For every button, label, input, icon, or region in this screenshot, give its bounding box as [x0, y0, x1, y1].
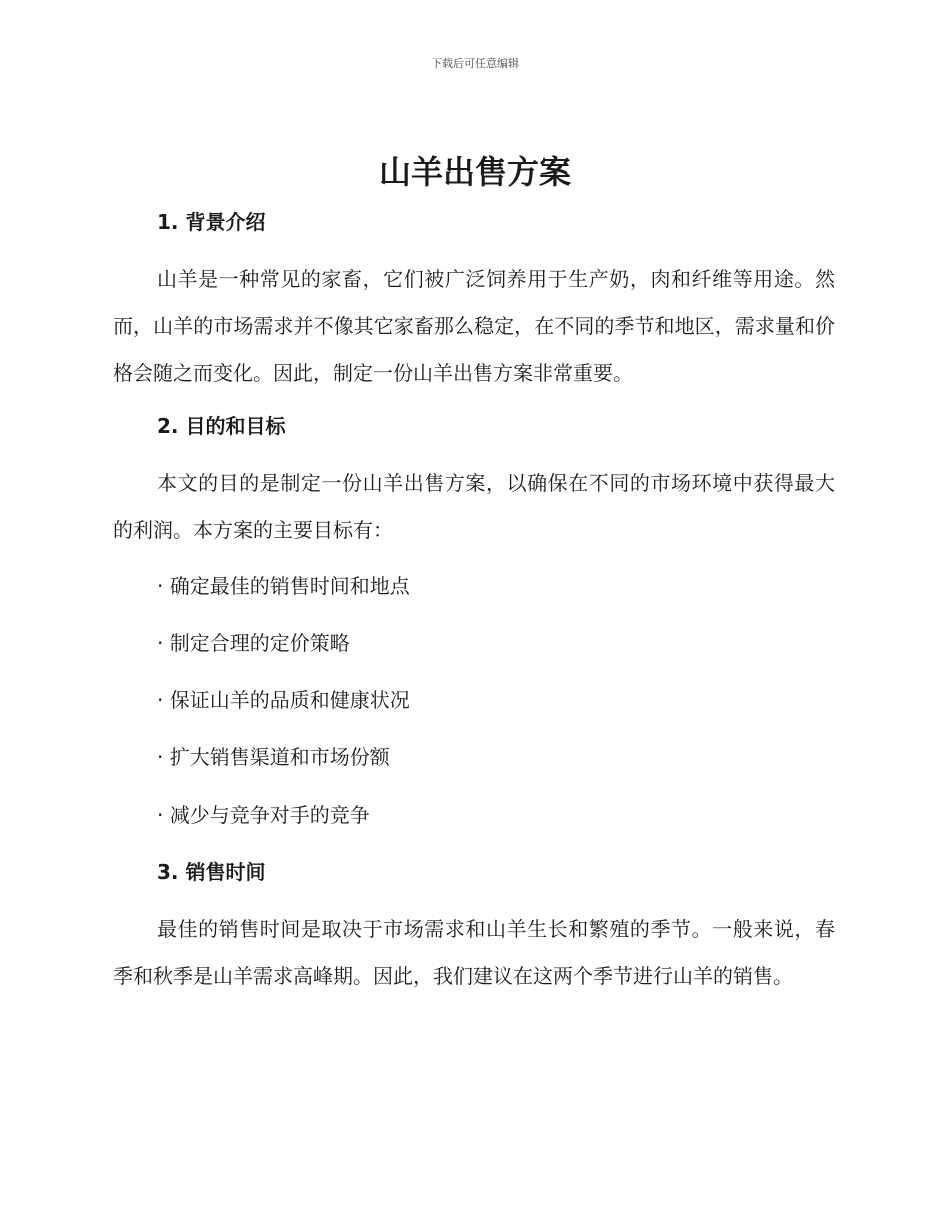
section-heading-goals: 2. 目的和目标: [157, 414, 286, 438]
document-title: 山羊出售方案: [378, 153, 571, 191]
section-heading-background: 1. 背景介绍: [157, 210, 266, 234]
section-paragraph-background: 山羊是一种常见的家畜，它们被广泛饲养用于生产奶，肉和纤维等用途。然而，山羊的市场需求并不像其它家畜那么稳定，在不同的季节和地区，需求量和价格会随之而变化。因此，制定一份山羊出售方案非常重要。: [113, 267, 835, 385]
section-paragraph-goals: 本文的目的是制定一份山羊出售方案，以确保在不同的市场环境中获得最大的利润。本方案的主要目标有：: [113, 471, 835, 542]
goal-bullet-item: · 扩大销售渠道和市场份额: [157, 745, 390, 769]
goal-bullet-item: · 制定合理的定价策略: [157, 631, 350, 655]
section-paragraph-sales-time: 最佳的销售时间是取决于市场需求和山羊生长和繁殖的季节。一般来说，春季和秋季是山羊需求高峰期。因此，我们建议在这两个季节进行山羊的销售。: [113, 917, 835, 988]
goal-bullet-item: · 确定最佳的销售时间和地点: [157, 574, 410, 598]
goal-bullet-item: · 保证山羊的品质和健康状况: [157, 688, 410, 712]
page-header: 下载后可任意编辑: [431, 57, 519, 70]
section-heading-sales-time: 3. 销售时间: [157, 860, 266, 884]
goal-bullet-item: · 减少与竞争对手的竞争: [157, 803, 370, 827]
